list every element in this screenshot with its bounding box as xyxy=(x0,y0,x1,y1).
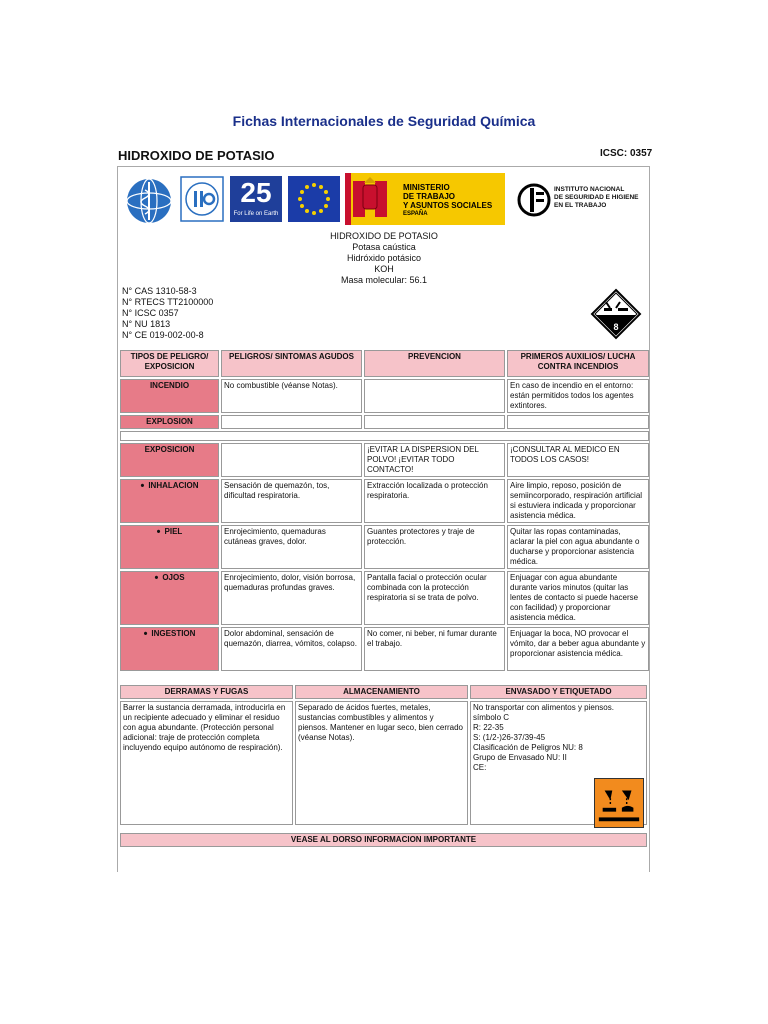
incendio-auxilios: En caso de incendio en el entorno: están permitidos todos los agentes extintores. xyxy=(507,379,649,413)
ministerio-line-2: DE TRABAJO xyxy=(403,192,456,201)
exposicion-prevencion: ¡EVITAR LA DISPERSION DEL POLVO! ¡EVITAR TODO CONTACTO! xyxy=(364,443,505,477)
substance-title: HIDROXIDO DE POTASIO xyxy=(118,148,275,163)
hazards-table xyxy=(118,348,651,673)
corrosive-hazard-diamond-icon xyxy=(590,288,642,340)
ojos-auxilios: Enjuagar con agua abundante durante varios minutos (quitar las lentes de contacto si puede hacerse con facilidad) y proporcionar asistencia médica. xyxy=(507,571,649,625)
row-explosion xyxy=(120,415,649,429)
row-ojos xyxy=(120,571,649,625)
explosion-prevencion xyxy=(364,415,505,429)
bullet-icon: • xyxy=(154,572,159,584)
envasado-line-5: Clasificación de Peligros NU: 8 xyxy=(473,743,583,752)
header-almacenamiento: ALMACENAMIENTO xyxy=(295,685,468,699)
explosion-auxilios xyxy=(507,415,649,429)
header-peligros: PELIGROS/ SINTOMAS AGUDOS xyxy=(221,350,362,377)
who-logo-icon xyxy=(124,176,174,226)
page-title: Fichas Internacionales de Seguridad Química xyxy=(232,113,536,129)
ministerio-line-1: MINISTERIO xyxy=(403,183,450,192)
header-prevencion: PREVENCION xyxy=(364,350,505,377)
piel-label: PIEL xyxy=(164,527,183,537)
corrosive-symbol-icon xyxy=(594,778,644,828)
insht-line-3: EN EL TRABAJO xyxy=(554,202,607,209)
header-envasado: ENVASADO Y ETIQUETADO xyxy=(470,685,647,699)
bullet-icon: • xyxy=(143,628,148,640)
inhalacion-label: INHALACION xyxy=(148,481,199,491)
insht-line-1: INSTITUTO NACIONAL xyxy=(554,186,625,193)
incendio-prevencion xyxy=(364,379,505,413)
ojos-prevencion: Pantalla facial o protección ocular combinada con la protección respiratoria si se trata de polvo. xyxy=(364,571,505,625)
header-derrames: DERRAMAS Y FUGAS xyxy=(120,685,293,699)
row-ingestion xyxy=(120,627,649,671)
header-tipos: TIPOS DE PELIGRO/ EXPOSICION xyxy=(120,350,219,377)
icsc-number: N° ICSC 0357 xyxy=(122,308,179,318)
insht-line-2: DE SEGURIDAD E HIGIENE xyxy=(554,194,639,201)
identity-formula: KOH xyxy=(374,264,394,274)
insht-mark-icon xyxy=(516,182,552,218)
hazard-class-number: 8 xyxy=(613,322,619,332)
piel-prevencion: Guantes protectores y traje de protección. xyxy=(364,525,505,569)
row-inhalacion xyxy=(120,479,649,523)
ministerio-logo xyxy=(345,173,505,225)
spacer-row xyxy=(120,431,649,441)
row-label-inhalacion xyxy=(120,479,219,523)
row-label-exposicion: EXPOSICION xyxy=(120,443,219,477)
row-exposicion xyxy=(120,443,649,477)
incendio-peligros: No combustible (véanse Notas). xyxy=(221,379,362,413)
exposicion-peligros xyxy=(221,443,362,477)
ojos-label: OJOS xyxy=(162,573,185,583)
identity-synonym-2: Hidróxido potásico xyxy=(346,253,422,263)
ingestion-label: INGESTION xyxy=(151,629,196,639)
envasado-line-7: CE: xyxy=(473,763,487,772)
ministerio-line-3: Y ASUNTOS SOCIALES xyxy=(403,201,493,210)
envasado-line-1: No transportar con alimentos y piensos. xyxy=(473,703,614,712)
envasado-line-4: S: (1/2-)26-37/39-45 xyxy=(473,733,546,742)
explosion-peligros xyxy=(221,415,362,429)
envasado-line-2: símbolo C xyxy=(473,713,510,722)
row-label-ojos xyxy=(120,571,219,625)
row-label-piel xyxy=(120,525,219,569)
ojos-peligros: Enrojecimiento, dolor, visión borrosa, quemaduras profundas graves. xyxy=(221,571,362,625)
unep-tagline: For Life on Earth xyxy=(233,211,279,217)
exposicion-auxilios: ¡CONSULTAR AL MEDICO EN TODOS LOS CASOS! xyxy=(507,443,649,477)
bullet-icon: • xyxy=(156,526,161,538)
envasado-line-6: Grupo de Envasado NU: II xyxy=(473,753,567,762)
insht-logo xyxy=(516,180,644,220)
identity-synonym-1: Potasa caústica xyxy=(352,242,416,252)
almacenamiento-text: Separado de ácidos fuertes, metales, sustancias combustibles y alimentos y piensos. Mantener en lugar seco, bien cerrado (véanse Notas). xyxy=(295,701,468,825)
identity-name: HIDROXIDO DE POTASIO xyxy=(330,231,438,241)
row-incendio xyxy=(120,379,649,413)
bullet-icon: • xyxy=(140,480,145,492)
ingestion-auxilios: Enjuagar la boca, NO provocar el vómito, dar a beber agua abundante y proporcionar asistencia médica. xyxy=(507,627,649,671)
nu-number: N° NU 1813 xyxy=(122,319,171,329)
row-label-ingestion xyxy=(120,627,219,671)
cas-number: N° CAS 1310-58-3 xyxy=(122,286,197,296)
spacer-cell xyxy=(120,431,649,441)
ingestion-prevencion: No comer, ni beber, ni fumar durante el trabajo. xyxy=(364,627,505,671)
eu-flag-icon xyxy=(288,176,340,222)
ce-number: N° CE 019-002-00-8 xyxy=(122,330,204,340)
spain-crest-icon xyxy=(345,173,395,225)
inhalacion-auxilios: Aire limpio, reposo, posición de semiincorporado, respiración artificial si estuviera indicada y proporcionar asistencia médica. xyxy=(507,479,649,523)
footer-banner: VEASE AL DORSO INFORMACION IMPORTANTE xyxy=(120,833,647,847)
envasado-line-3: R: 22-35 xyxy=(473,723,504,732)
rtecs-number: N° RTECS TT2100000 xyxy=(122,297,214,307)
derrames-text: Barrer la sustancia derramada, introducirla en un recipiente adecuado y eliminar el residuo con agua abundante. (Protección personal adicional: traje de protección completa incluyendo equipo autónomo de respiración). xyxy=(120,701,293,825)
identity-block xyxy=(0,231,768,286)
ilo-logo-icon xyxy=(180,176,224,222)
unep-number: 25 xyxy=(240,177,272,208)
piel-peligros: Enrojecimiento, quemaduras cutáneas graves, dolor. xyxy=(221,525,362,569)
row-label-explosion: EXPLOSION xyxy=(120,415,219,429)
piel-auxilios: Quitar las ropas contaminadas, aclarar la piel con agua abundante o ducharse y proporcionar asistencia médica. xyxy=(507,525,649,569)
row-label-incendio: INCENDIO xyxy=(120,379,219,413)
identity-molecular-mass: Masa molecular: 56.1 xyxy=(340,275,428,285)
row-piel xyxy=(120,525,649,569)
inhalacion-prevencion: Extracción localizada o protección respiratoria. xyxy=(364,479,505,523)
inhalacion-peligros: Sensación de quemazón, tos, dificultad respiratoria. xyxy=(221,479,362,523)
identifiers-list xyxy=(122,286,213,341)
icsc-code: ICSC: 0357 xyxy=(600,148,653,159)
header-auxilios: PRIMEROS AUXILIOS/ LUCHA CONTRA INCENDIOS xyxy=(507,350,649,377)
ingestion-peligros: Dolor abdominal, sensación de quemazón, diarrea, vómitos, colapso. xyxy=(221,627,362,671)
unep-logo xyxy=(230,176,282,222)
handling-table xyxy=(118,683,649,827)
ministerio-line-4: ESPAÑA xyxy=(403,211,428,217)
